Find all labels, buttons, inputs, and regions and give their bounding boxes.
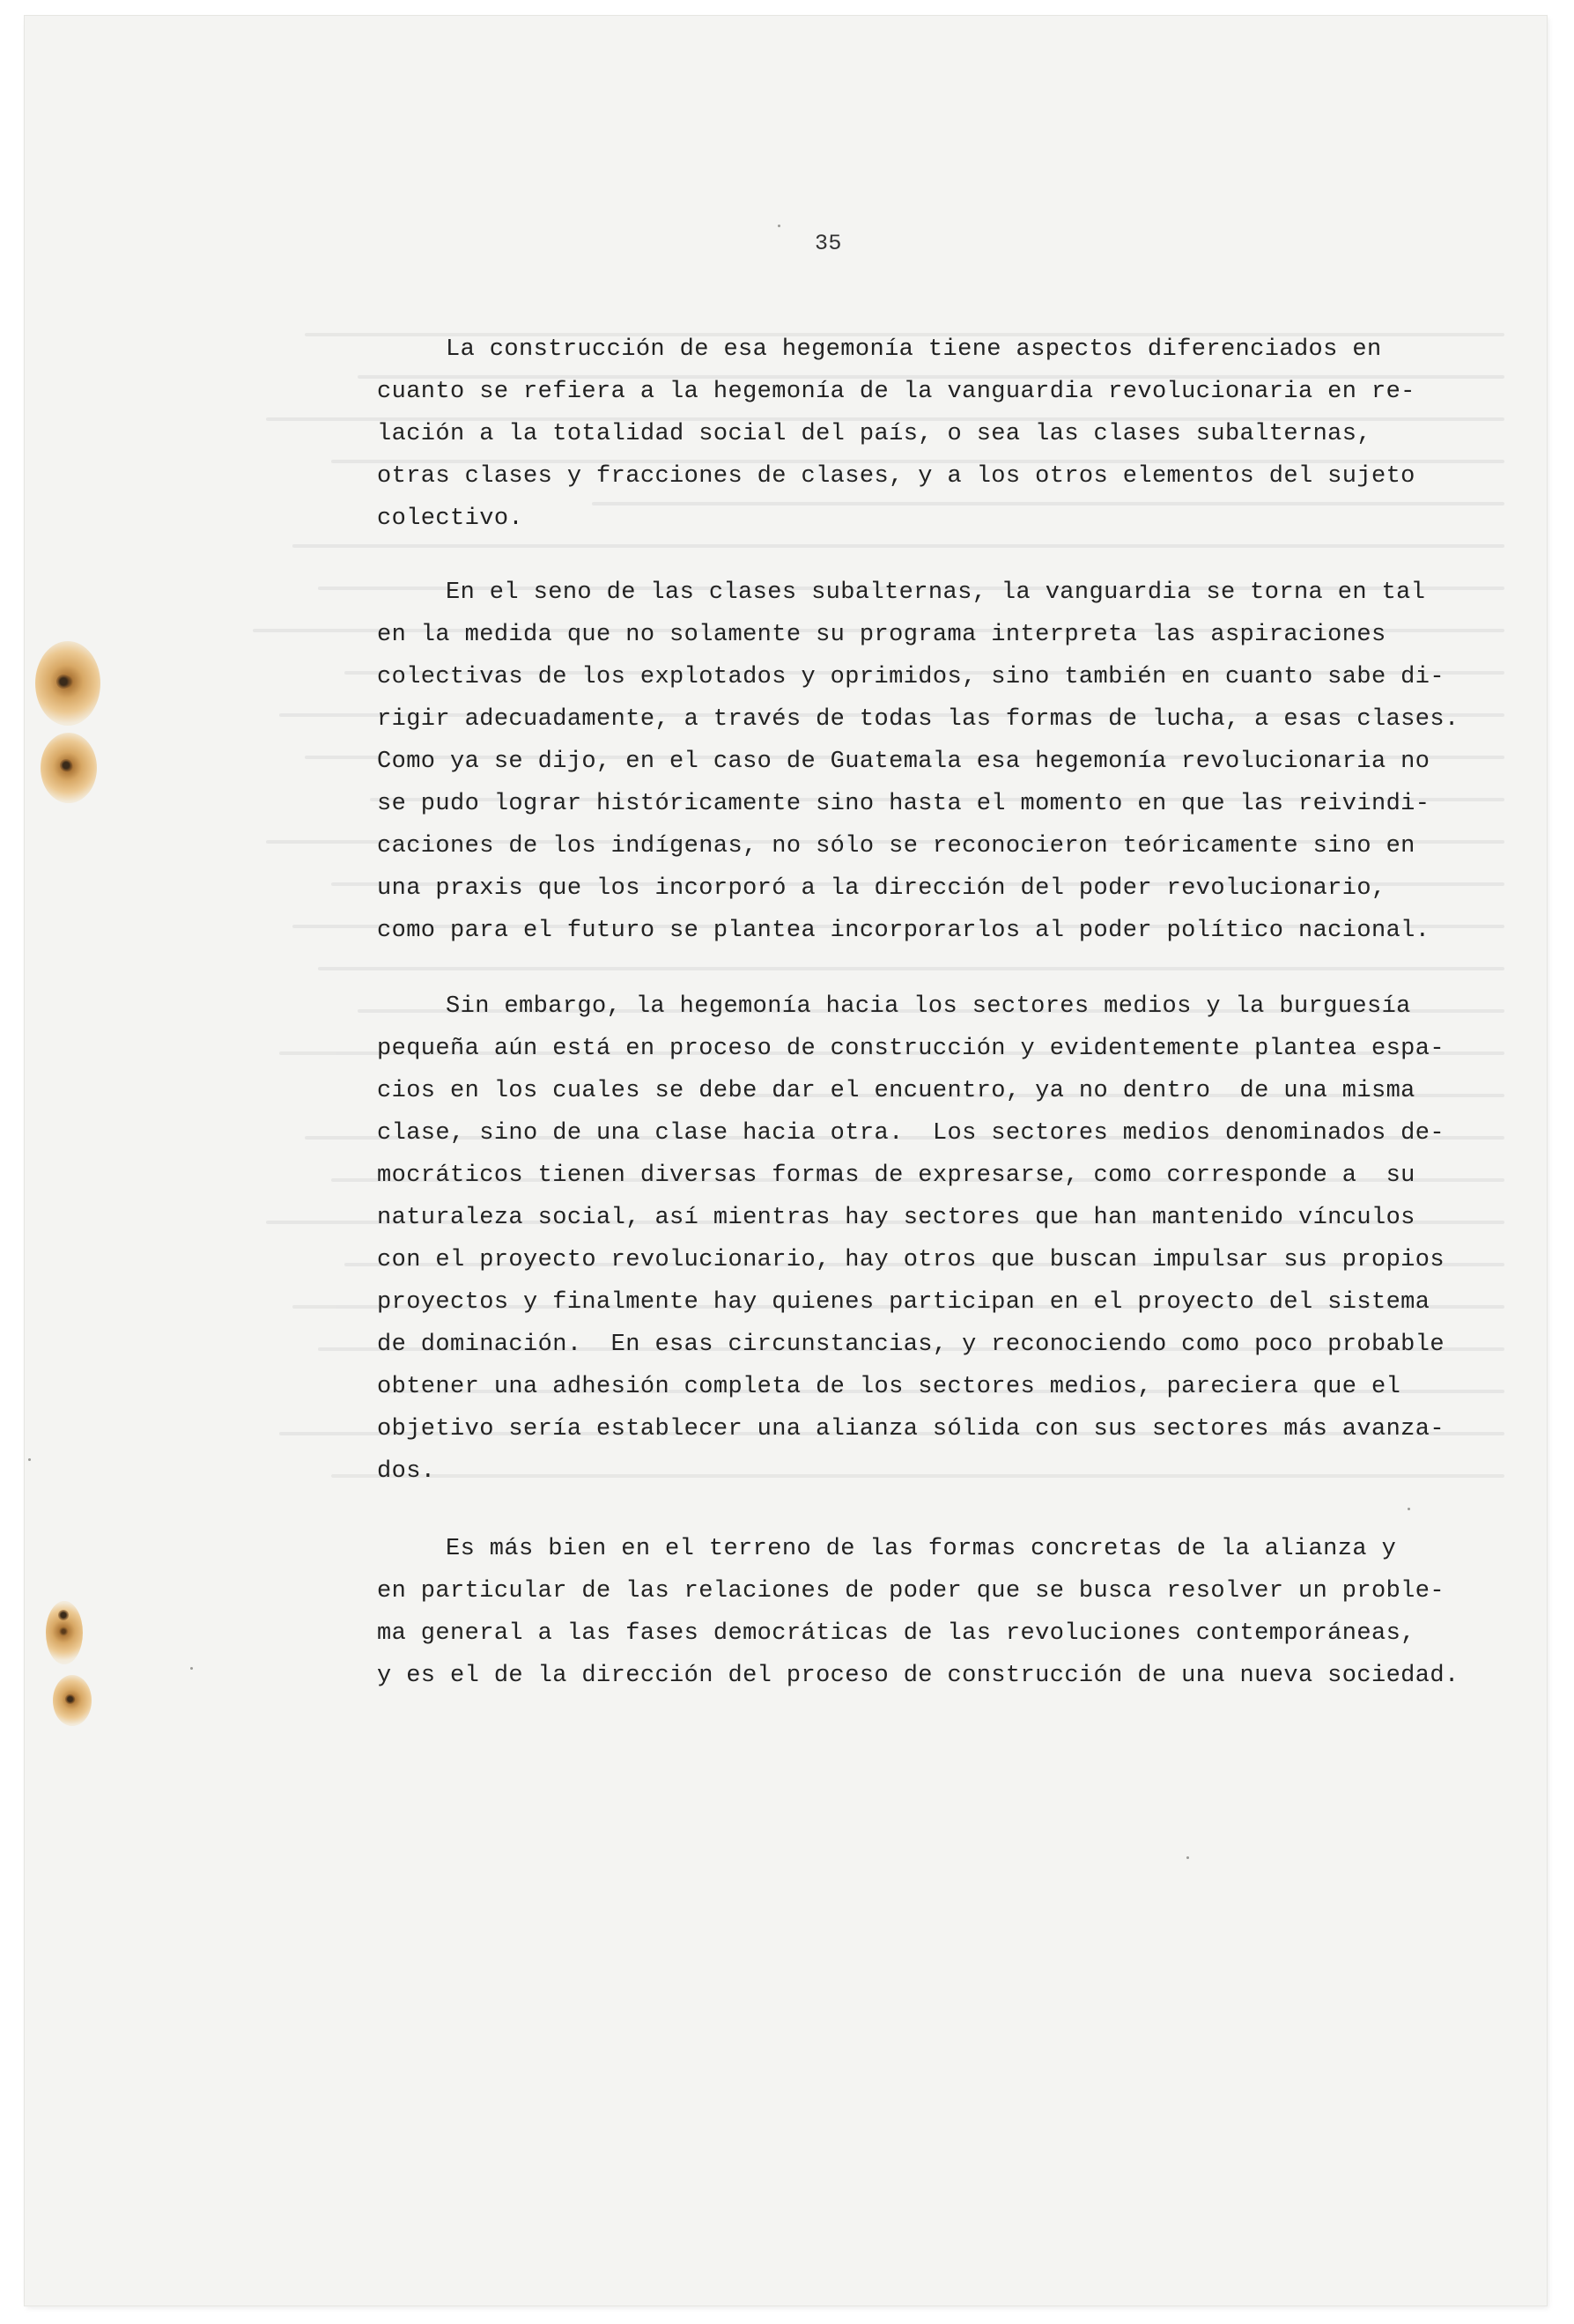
text-line: en particular de las relaciones de poder que se busca resolver un proble- [377,1578,1445,1605]
text-line: se pudo lograr históricamente sino hasta el momento en que las reivindi- [377,791,1430,817]
text-line: En el seno de las clases subalternas, la vanguardia se torna en tal [446,579,1426,606]
text-line: naturaleza social, así mientras hay sectores que han mantenido vínculos [377,1205,1415,1231]
text-line: cuanto se refiera a la hegemonía de la vanguardia revolucionaria en re- [377,379,1415,405]
speck [1186,1856,1189,1859]
text-line: de dominación. En esas circunstancias, y reconociendo como poco probable [377,1332,1445,1358]
text-line: lación a la totalidad social del país, o sea las clases subalternas, [377,421,1371,447]
text-line: cios en los cuales se debe dar el encuentro, ya no dentro de una misma [377,1078,1415,1104]
text-line: colectivas de los explotados y oprimidos, sino también en cuanto sabe di- [377,664,1445,690]
text-line: Como ya se dijo, en el caso de Guatemala esa hegemonía revolucionaria no [377,749,1430,775]
text-line: como para el futuro se plantea incorporarlos al poder político nacional. [377,918,1430,944]
text-line: Sin embargo, la hegemonía hacia los sectores medios y la burguesía [446,993,1411,1020]
text-line: pequeña aún está en proceso de construcción y evidentemente plantea espa- [377,1036,1445,1062]
text-line: mocráticos tienen diversas formas de expresarse, como corresponde a su [377,1162,1415,1189]
text-line: caciones de los indígenas, no sólo se reconocieron teóricamente sino en [377,833,1415,860]
text-line: y es el de la dirección del proceso de construcción de una nueva sociedad. [377,1663,1459,1689]
text-line: dos. [377,1458,436,1485]
page-number: 35 [815,231,842,256]
text-line: clase, sino de una clase hacia otra. Los sectores medios denominados de- [377,1120,1445,1147]
speck [28,1458,31,1461]
text-line: Es más bien en el terreno de las formas concretas de la alianza y [446,1536,1397,1562]
punch-hole [60,759,72,771]
punch-hole [65,1694,75,1704]
text-line: rigir adecuadamente, a través de todas las formas de lucha, a esas clases. [377,706,1459,733]
text-line: La construcción de esa hegemonía tiene aspectos diferenciados en [446,336,1382,363]
speck [1408,1508,1410,1510]
speck [778,225,780,227]
text-line: con el proyecto revolucionario, hay otros que buscan impulsar sus propios [377,1247,1445,1273]
text-line: una praxis que los incorporó a la dirección del poder revolucionario, [377,875,1386,902]
punch-hole [58,1610,69,1620]
text-line: colectivo. [377,505,524,532]
text-line: otras clases y fracciones de clases, y a los otros elementos del sujeto [377,463,1415,490]
text-line: obtener una adhesión completa de los sectores medios, pareciera que el [377,1374,1401,1400]
punch-hole [56,675,70,689]
text-line: en la medida que no solamente su programa interpreta las aspiraciones [377,622,1386,648]
text-line: objetivo sería establecer una alianza sólida con sus sectores más avanza- [377,1416,1445,1442]
text-line: proyectos y finalmente hay quienes participan en el proyecto del sistema [377,1289,1430,1316]
speck [190,1667,193,1670]
text-line: ma general a las fases democráticas de las revoluciones contemporáneas, [377,1620,1415,1647]
